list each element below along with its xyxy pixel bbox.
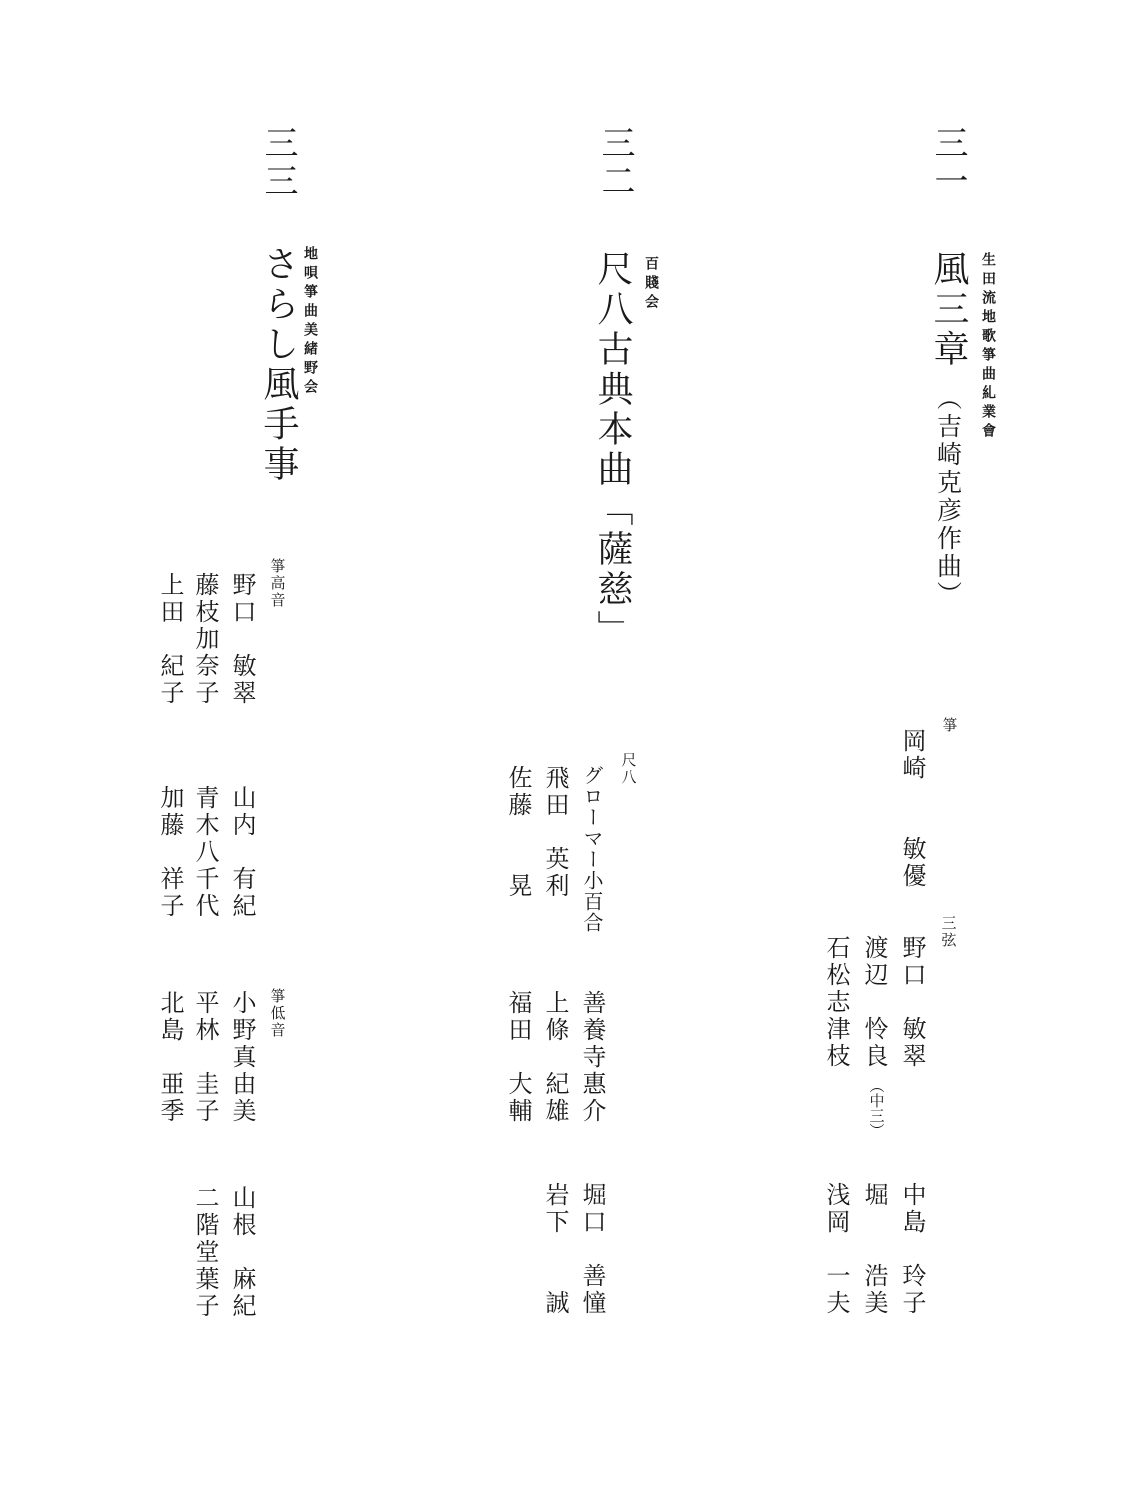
- performer-name: 浅岡 一夫: [822, 1182, 850, 1317]
- performer-name: 中島 玲子: [898, 1182, 926, 1317]
- instrument-label: 三弦: [939, 915, 958, 949]
- performer-name: 上條 紀雄: [541, 990, 569, 1125]
- performer-name: 岡崎 敏優: [898, 728, 926, 890]
- composer-note: （吉崎克彦作曲）: [933, 385, 963, 609]
- performer-name: グローマー小百合: [580, 765, 604, 933]
- program-number: 三二: [595, 125, 635, 201]
- organization: 地唄箏曲美緒野会: [302, 246, 318, 398]
- instrument-label: 尺八: [619, 752, 638, 786]
- performer-name: 飛田 英利: [541, 765, 569, 900]
- organization: 生田流地歌箏曲糺業會: [980, 252, 996, 442]
- performer-name: 野口 敏翠: [228, 572, 256, 707]
- performer-name: 小野真由美: [228, 990, 256, 1125]
- performer-name: 佐藤 晃: [504, 765, 532, 900]
- performer-name: 堀口 善憧: [578, 1182, 606, 1317]
- performer-name: 山内 有紀: [228, 785, 256, 920]
- performer-name: 福田 大輔: [504, 990, 532, 1125]
- piece-title: さらし風手事: [258, 245, 299, 485]
- performer-name: 青木八千代: [191, 785, 219, 920]
- performer-name: 山根 麻紀: [228, 1185, 256, 1320]
- performer-name: 渡辺 怜良: [860, 935, 888, 1070]
- performer-name: 岩下 誠: [541, 1182, 569, 1317]
- piece-title: 風三章: [928, 250, 969, 370]
- performer-name: 北島 亜季: [156, 990, 184, 1125]
- performer-name: 善養寺惠介: [578, 990, 606, 1125]
- instrument-label: 箏高音: [268, 558, 287, 609]
- performer-name: 堀 浩美: [860, 1182, 888, 1317]
- performer-name: 石松志津枝: [822, 935, 850, 1070]
- instrument-label: 箏低音: [268, 988, 287, 1039]
- performer-note: （中三）: [867, 1078, 886, 1138]
- piece-title: 尺八古典本曲「薩慈」: [592, 250, 633, 650]
- program-number: 三三: [258, 125, 298, 201]
- performer-name: 藤枝加奈子: [191, 572, 219, 707]
- organization: 百賤会: [643, 256, 659, 313]
- instrument-label: 箏: [940, 717, 959, 734]
- performer-name: 二階堂葉子: [191, 1185, 219, 1320]
- performer-name: 平林 圭子: [191, 990, 219, 1125]
- performer-name: 野口 敏翠: [898, 935, 926, 1070]
- program-number: 三一: [928, 125, 968, 201]
- performer-name: 上田 紀子: [156, 572, 184, 707]
- performer-name: 加藤 祥子: [156, 785, 184, 920]
